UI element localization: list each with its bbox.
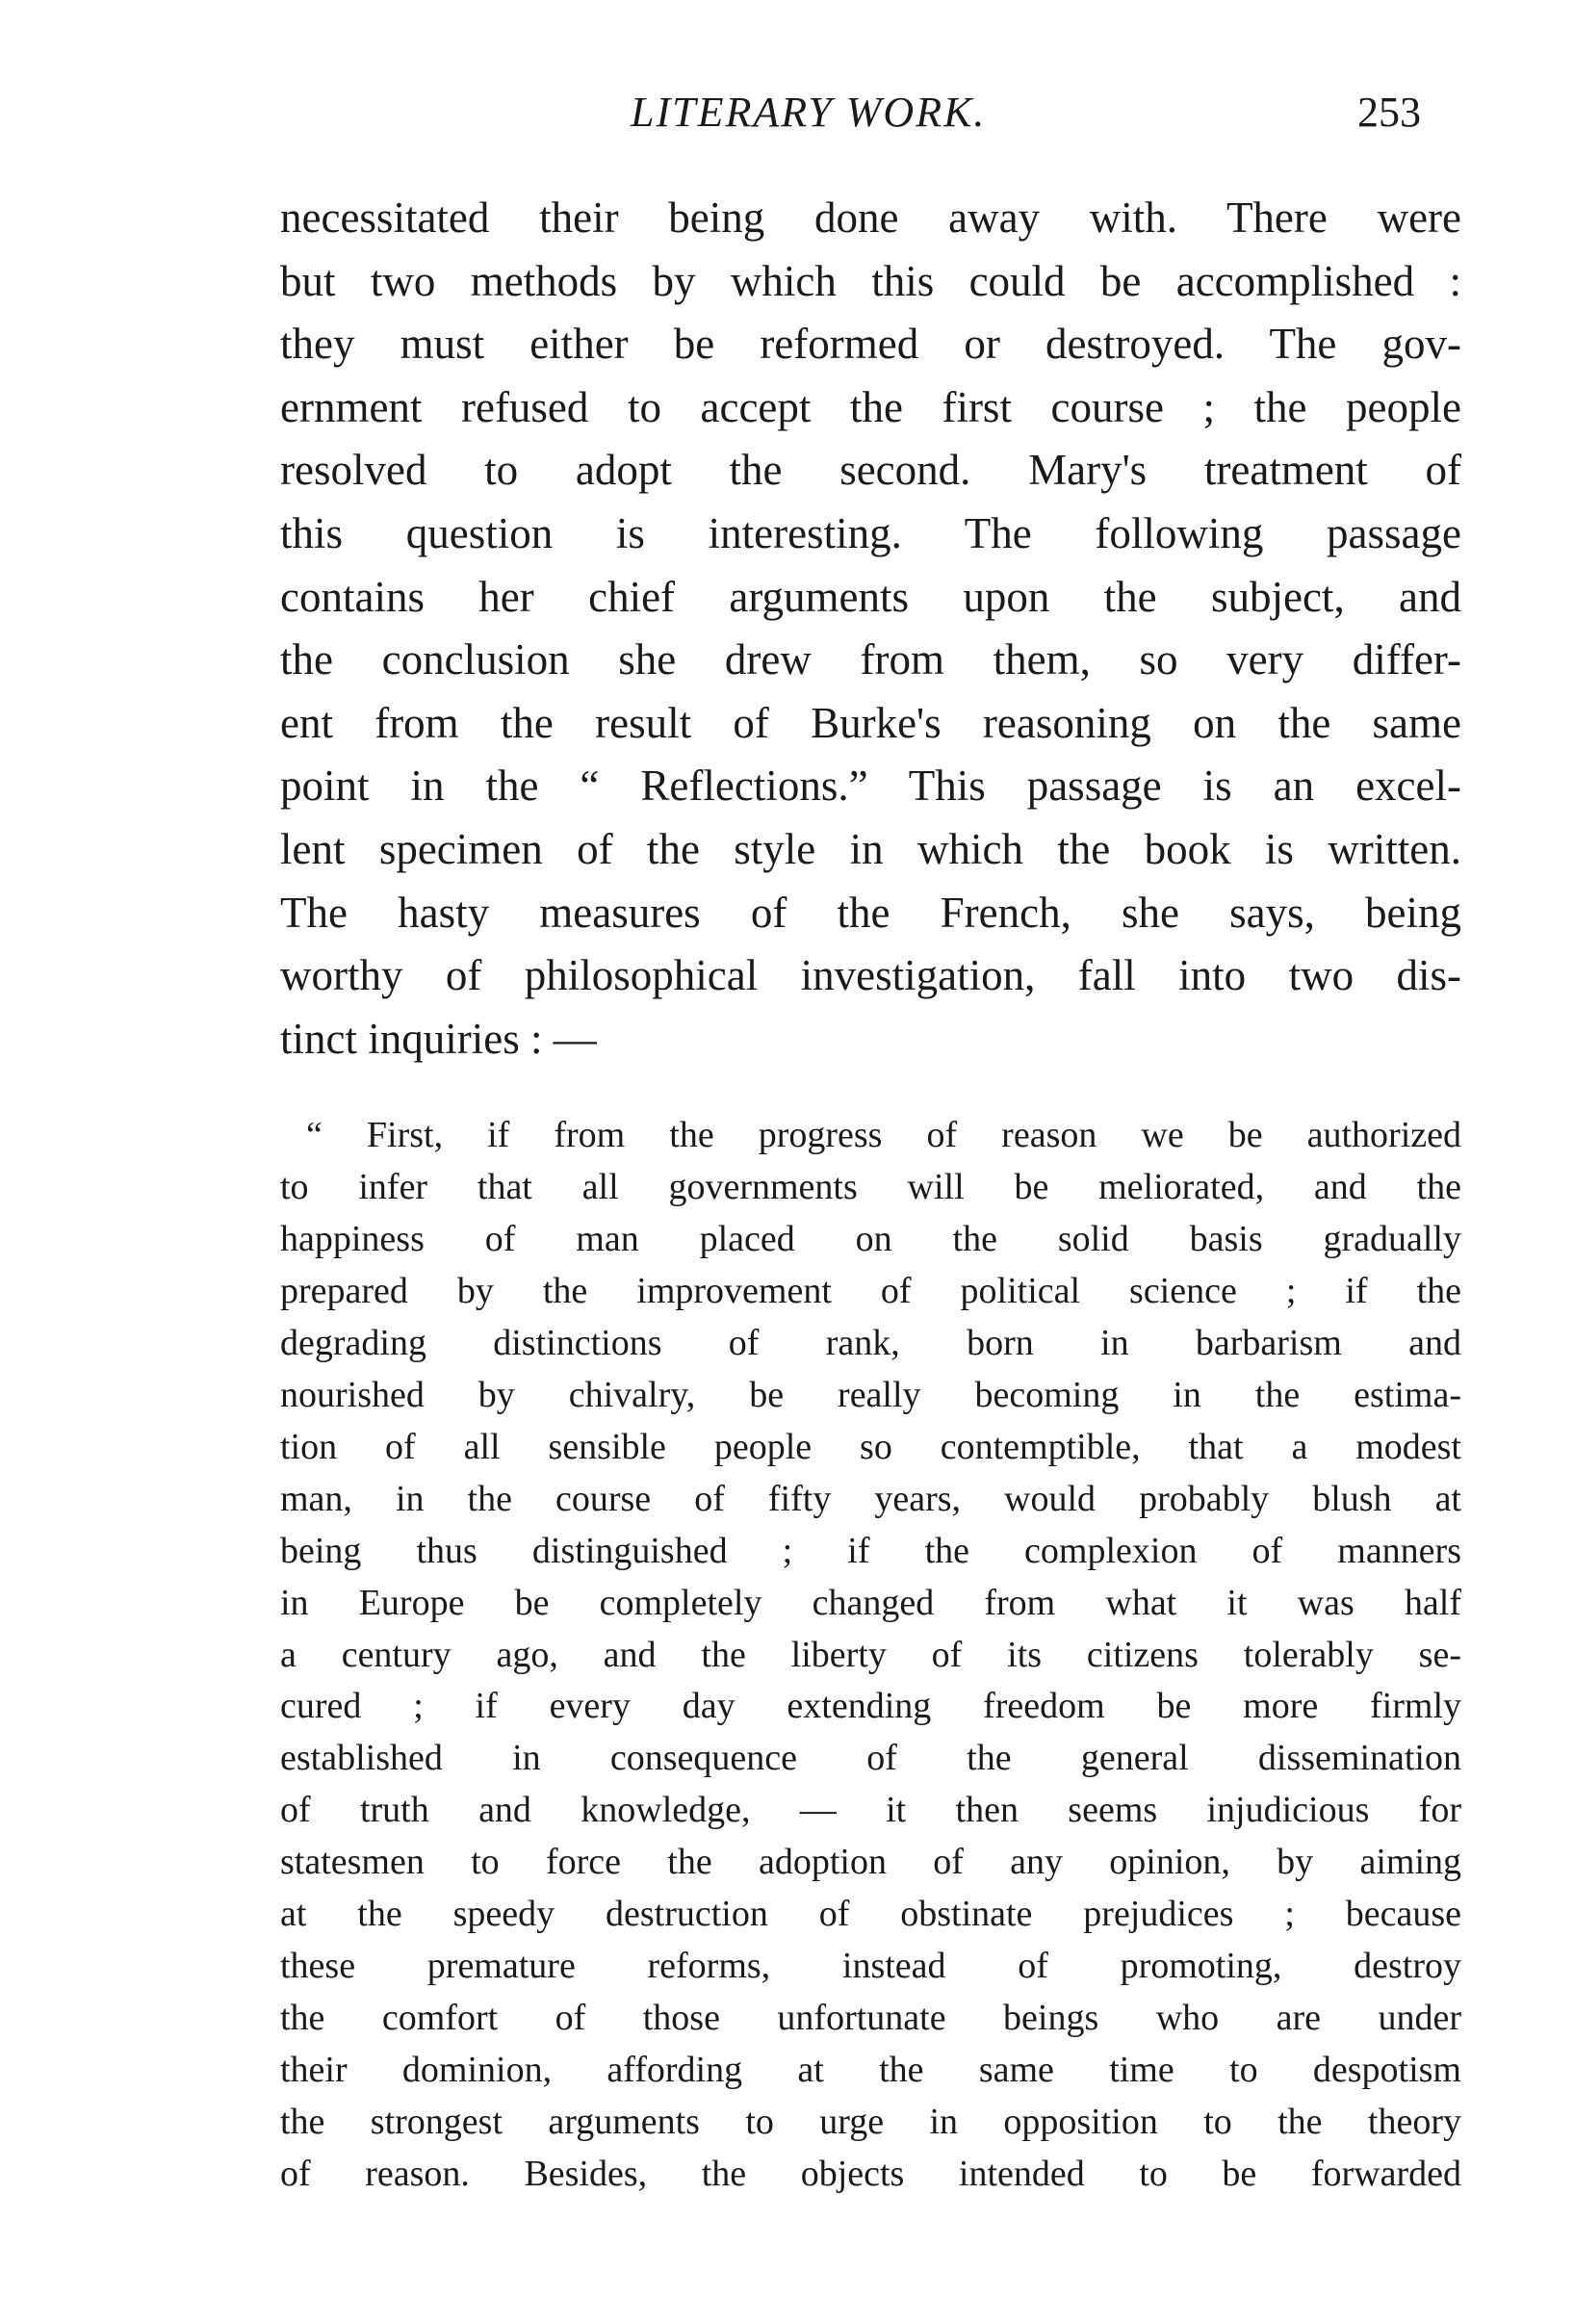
- quote-line: happiness of man placed on the solid basis gradually: [280, 1218, 1461, 1259]
- quote-line: established in consequence of the general dissemination: [280, 1738, 1461, 1779]
- body-line: necessitated their being done away with. There were: [280, 194, 1461, 242]
- quote-line: the comfort of those unfortunate beings who are under: [280, 1998, 1461, 2039]
- quote-line: being thus distinguished ; if the complexion of manners: [280, 1530, 1461, 1571]
- body-line: but two methods by which this could be accomplished :: [280, 256, 1461, 305]
- quote-line: a century ago, and the liberty of its citizens tolerably se-: [280, 1634, 1461, 1675]
- body-line: they must either be reformed or destroyed. The gov-: [280, 320, 1461, 369]
- body-line: the conclusion she drew from them, so very differ-: [280, 635, 1461, 684]
- quote-line: man, in the course of fifty years, would probably blush at: [280, 1478, 1461, 1519]
- quote-line: to infer that all governments will be meliorated, and the: [280, 1166, 1461, 1207]
- body-line: ernment refused to accept the first course ; the people: [280, 382, 1461, 431]
- quote-line: degrading distinctions of rank, born in barbarism and: [280, 1322, 1461, 1363]
- quote-line: the strongest arguments to urge in opposition to the theory: [280, 2102, 1461, 2143]
- quote-line: in Europe be completely changed from what it was half: [280, 1582, 1461, 1623]
- body-line: tinct inquiries : —: [280, 1014, 597, 1063]
- body-line: lent specimen of the style in which the book is written.: [280, 825, 1461, 873]
- quote-line: cured ; if every day extending freedom be more firmly: [280, 1686, 1461, 1727]
- page-number: 253: [1357, 89, 1421, 136]
- body-line: this question is interesting. The following passage: [280, 509, 1461, 557]
- body-line: contains her chief arguments upon the subject, and: [280, 572, 1461, 621]
- quote-line: of reason. Besides, the objects intended to be forwarded: [280, 2154, 1461, 2194]
- body-line: worthy of philosophical investigation, fall into two dis-: [280, 951, 1461, 1000]
- body-line: The hasty measures of the French, she says, being: [280, 888, 1461, 937]
- quote-line: at the speedy destruction of obstinate prejudices ; because: [280, 1894, 1461, 1935]
- quote-line: statesmen to force the adoption of any opinion, by aiming: [280, 1842, 1461, 1883]
- body-line: point in the “ Reflections.” This passage is an excel-: [280, 762, 1461, 811]
- body-line: ent from the result of Burke's reasoning on the same: [280, 698, 1461, 747]
- quote-line: their dominion, affording at the same time to despotism: [280, 2050, 1461, 2091]
- quote-line: nourished by chivalry, be really becoming in the estima-: [280, 1374, 1461, 1415]
- quote-line: “ First, if from the progress of reason we be authorized: [306, 1115, 1461, 1155]
- quote-line: of truth and knowledge, — it then seems injudicious for: [280, 1790, 1461, 1831]
- quote-line: prepared by the improvement of political science ; if the: [280, 1270, 1461, 1311]
- running-title: LITERARY WORK.: [631, 89, 987, 136]
- body-line: resolved to adopt the second. Mary's treatment of: [280, 446, 1461, 495]
- quote-line: tion of all sensible people so contemptible, that a modest: [280, 1426, 1461, 1467]
- quote-line: these premature reforms, instead of promoting, destroy: [280, 1946, 1461, 1987]
